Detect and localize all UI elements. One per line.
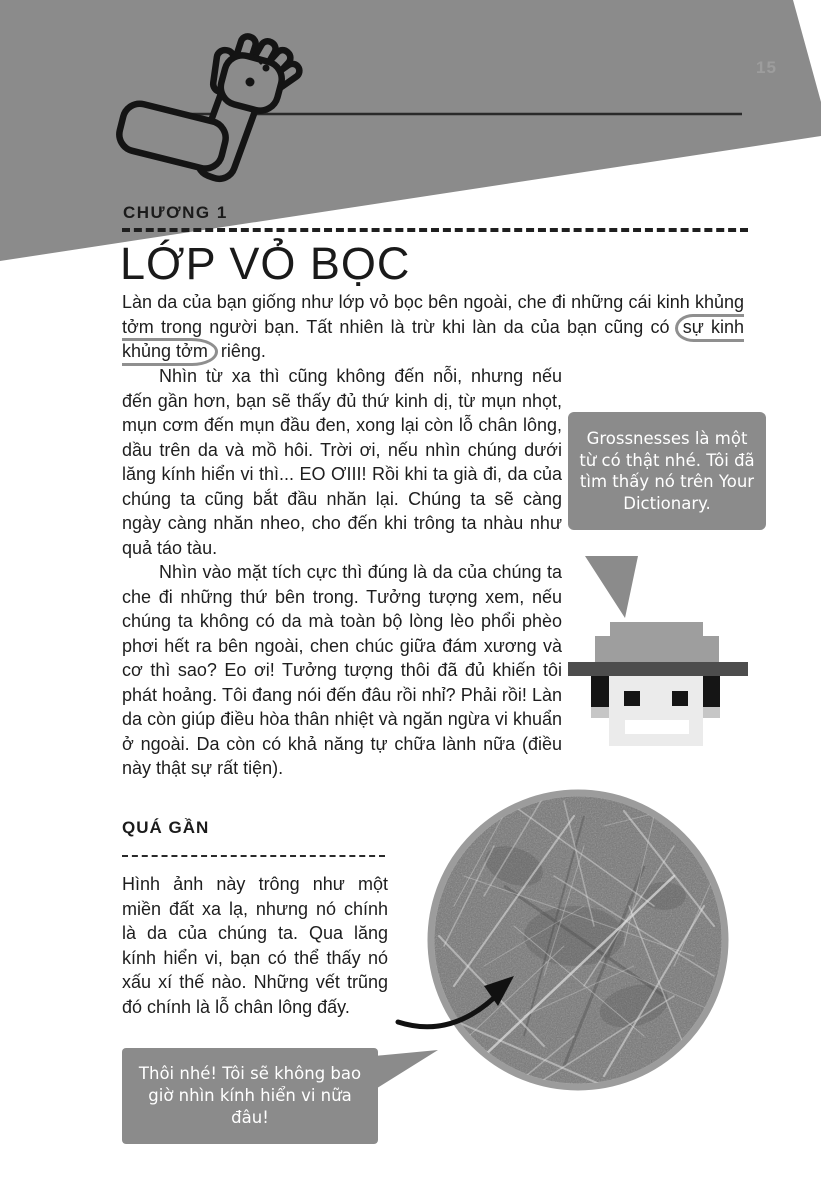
speech-bubble-grossnesses: [568, 412, 766, 530]
mascot-cheek-left: [591, 707, 609, 718]
circled-phrase: sự kinh khủng tởm: [122, 314, 744, 367]
mascot-mouth: [625, 720, 689, 734]
arrow-icon: [392, 968, 527, 1043]
paragraph-3: Nhìn vào mặt tích cực thì đúng là da của chúng ta che đi những thứ bên trong. Tưởng tượng xem, nếu chúng ta không có da mà toàn bộ lòng lèo phổi phèo phơi hết ra bên ngoài, chen chúc giữa đám xương và cơ thì sao? Eo ơi! Tưởng tượng thôi đã đủ khiến tôi phát hoảng. Tôi đang nói đến đâu rồi nhỉ? Phải rồi! Làn da còn giúp điều hòa thân nhiệt và ngăn ngừa vi khuẩn ở ngoài. Da còn có khả năng tự chữa lành nữa (điều này thật sự rất tiện).: [122, 562, 562, 778]
speech-bubble-2-tail: [374, 1044, 444, 1096]
intro-paragraph: [122, 290, 744, 364]
chapter-label: CHƯƠNG 1: [123, 203, 228, 222]
intro-paragraph-post: riêng.: [215, 341, 266, 361]
speech-bubble-microscope: [122, 1048, 378, 1144]
page-number: 15: [756, 58, 777, 77]
section-heading: QUÁ GẦN: [122, 818, 210, 837]
speech-bubble-grossnesses-text: Grossnesses là một từ có thật nhé. Tôi đã tìm thấy nó trên Your Dictionary.: [579, 429, 755, 513]
mascot-hat-brim: [568, 662, 748, 676]
chapter-divider: [122, 228, 748, 232]
speech-bubble-microscope-text: Thôi nhé! Tôi sẽ không bao giờ nhìn kính hiển vi nữa đâu!: [138, 1064, 362, 1127]
pixel-mascot-icon: [568, 610, 748, 750]
mascot-hair-right: [703, 676, 720, 707]
mascot-hat-mid: [595, 636, 719, 662]
page-title: LỚP VỎ BỌC: [120, 238, 411, 289]
mascot-hat-top: [610, 622, 703, 636]
mascot-hair-left: [591, 676, 609, 707]
skin-micrograph: [424, 786, 732, 1094]
mascot-eye-right: [672, 691, 688, 706]
section-paragraph: [122, 872, 388, 1019]
body-column: [122, 364, 562, 781]
mascot-cheek-right: [703, 707, 720, 718]
mascot-face: [609, 676, 703, 746]
section-divider: [122, 855, 385, 857]
paragraph-2: Nhìn từ xa thì cũng không đến nỗi, nhưng nếu đến gần hơn, bạn sẽ thấy đủ thứ kinh dị, từ mụn nhọt, mụn cơm đến mụn đầu đen, xong lại còn lỗ chân lông, dầu trên da và mồ hôi. Trời ơi, nếu nhìn chúng dưới lăng kính hiển vi thì... EO ƠIII! Rồi khi ta già đi, da của chúng ta cũng bắt đầu nhăn lại. Chúng ta sẽ càng ngày càng nhăn nheo, cho đến khi trông ta nhàu như quả táo tàu.: [122, 366, 562, 558]
section-paragraph-text: Hình ảnh này trông như một miền đất xa lạ, nhưng nó chính là da của chúng ta. Qua lăng kính hiển vi, bạn có thể thấy nó xấu xí thế nào. Những vết trũng đó chính là lỗ chân lông đấy.: [122, 874, 388, 1017]
mascot-eye-left: [624, 691, 640, 706]
intro-paragraph-pre: Làn da của bạn giống như lớp vỏ bọc bên ngoài, che đi những cái kinh khủng tởm trong người bạn. Tất nhiên là trừ khi làn da của bạn cũng có: [122, 292, 744, 337]
